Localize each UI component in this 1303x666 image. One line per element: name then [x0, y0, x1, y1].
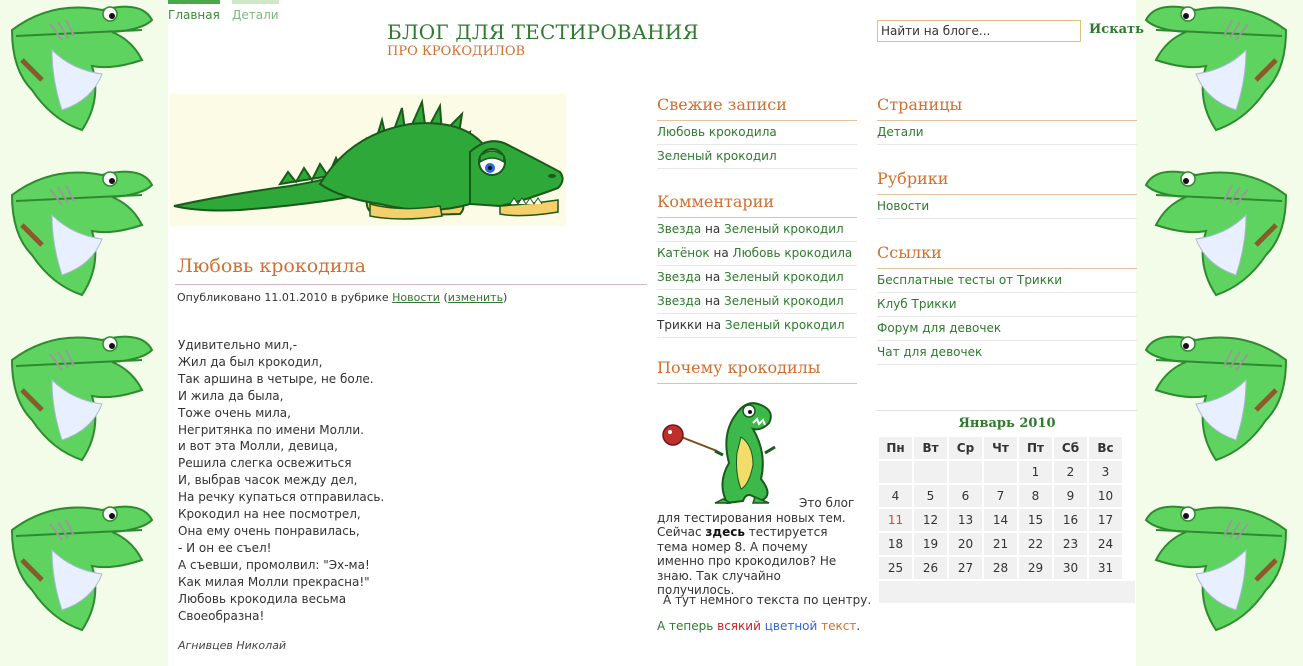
- comment-on-word: на: [713, 246, 729, 260]
- categories-title: Рубрики: [877, 169, 949, 188]
- crocodile-icon: [0, 470, 162, 640]
- list-item: [877, 121, 1137, 145]
- poem-line: Решила слегка освежиться: [178, 456, 352, 471]
- calendar-day[interactable]: 2: [1054, 461, 1087, 483]
- centered-note: А тут немного текста по центру.: [663, 593, 872, 607]
- poem-line: Удивительно мил,-: [178, 338, 298, 352]
- calendar: [877, 410, 1137, 603]
- list-item: [657, 290, 857, 314]
- calendar-week: [879, 533, 1122, 555]
- crocodile-pattern-right: [1136, 0, 1303, 666]
- calendar-weekday-row: [879, 437, 1122, 459]
- calendar-day[interactable]: 1: [1019, 461, 1052, 483]
- sidebar-link[interactable]: Форум для девочек: [877, 321, 1002, 335]
- calendar-day: [879, 461, 912, 483]
- calendar-day[interactable]: 27: [949, 557, 982, 579]
- search-input[interactable]: [877, 20, 1081, 42]
- calendar-day[interactable]: 18: [879, 533, 912, 555]
- post-title[interactable]: Любовь крокодила: [177, 255, 366, 277]
- pages-title: Страницы: [877, 95, 963, 114]
- calendar-weekday: Вс: [1089, 437, 1122, 459]
- calendar-day[interactable]: 6: [949, 485, 982, 507]
- comment-author: Трикки: [657, 318, 703, 332]
- calendar-day[interactable]: 3: [1089, 461, 1122, 483]
- crocodile-icon: [0, 135, 162, 305]
- comment-author[interactable]: Звезда: [657, 270, 702, 284]
- comment-on-word: на: [705, 294, 721, 308]
- tab-details[interactable]: Детали: [232, 0, 279, 22]
- pages-list: [877, 121, 1137, 145]
- poem-line: - И он ее съел!: [178, 540, 272, 555]
- crocodile-icon: [1136, 135, 1303, 305]
- poem-line: Своеобразна!: [178, 608, 265, 623]
- calendar-weekday: Чт: [984, 437, 1017, 459]
- calendar-day[interactable]: 28: [984, 557, 1017, 579]
- calendar-week: [879, 485, 1122, 507]
- calendar-day[interactable]: 20: [949, 533, 982, 555]
- calendar-day[interactable]: 22: [1019, 533, 1052, 555]
- list-item: [877, 195, 1137, 219]
- comment-on-word: на: [705, 318, 722, 332]
- calendar-day[interactable]: 21: [984, 533, 1017, 555]
- poem-line: На речку купаться отправилась.: [178, 490, 385, 505]
- calendar-day[interactable]: 31: [1089, 557, 1122, 579]
- crocodile-icon: [1136, 470, 1303, 640]
- calendar-nav-row: [879, 581, 1135, 603]
- page: [168, 0, 1144, 666]
- poem-line: Крокодил на нее посмотрел,: [178, 507, 361, 522]
- poem-line: И жила да была,: [178, 388, 284, 403]
- poem-line: Жил да был крокодил,: [178, 354, 323, 369]
- poem-line: Так аршина в четыре, не боле.: [178, 371, 374, 386]
- list-item: [657, 145, 857, 169]
- calendar-table: [877, 435, 1124, 581]
- calendar-day[interactable]: 23: [1054, 533, 1087, 555]
- calendar-week: [879, 509, 1122, 531]
- calendar-day[interactable]: 29: [1019, 557, 1052, 579]
- calendar-day[interactable]: 30: [1054, 557, 1087, 579]
- recent-posts-title: Свежие записи: [657, 95, 787, 114]
- why-crocodiles-title: Почему крокодилы: [657, 358, 821, 377]
- comment-author[interactable]: Катёнок: [657, 246, 710, 260]
- list-item: [657, 314, 857, 338]
- post-title-divider: [175, 284, 647, 285]
- blog-title[interactable]: БЛОГ ДЛЯ ТЕСТИРОВАНИЯ: [387, 20, 699, 44]
- calendar-day[interactable]: 25: [879, 557, 912, 579]
- poem-line: и вот эта Молли, девица,: [178, 439, 338, 454]
- poem-line: Любовь крокодила весьма: [178, 591, 347, 606]
- comment-post-link[interactable]: Зеленый крокодил: [724, 294, 844, 308]
- calendar-day[interactable]: 15: [1019, 509, 1052, 531]
- post-body: [178, 337, 384, 624]
- colored-word: всякий: [717, 619, 761, 633]
- sidebar-link[interactable]: Клуб Трикки: [877, 297, 957, 311]
- comment-post-link[interactable]: Любовь крокодила: [732, 246, 853, 260]
- sidebar-link[interactable]: Чат для девочек: [877, 345, 983, 359]
- comment-author[interactable]: Звезда: [657, 294, 702, 308]
- comments-list: [657, 218, 857, 338]
- poem-line: Как милая Молли прекрасна!": [178, 574, 370, 589]
- comment-post-link[interactable]: Зеленый крокодил: [724, 222, 844, 236]
- post-category-link[interactable]: Новости: [392, 291, 440, 304]
- crocodile-icon: [0, 635, 162, 666]
- calendar-day[interactable]: 8: [1019, 485, 1052, 507]
- poem-line: Она ему очень понравилась,: [178, 523, 360, 538]
- calendar-weekday: Сб: [1054, 437, 1087, 459]
- colored-word: А теперь: [657, 619, 718, 633]
- calendar-day: [984, 461, 1017, 483]
- links-title: Ссылки: [877, 243, 942, 262]
- crocodile-icon: [1136, 300, 1303, 470]
- comment-post-link[interactable]: Зеленый крокодил: [724, 270, 844, 284]
- category-link-news[interactable]: Новости: [877, 199, 930, 213]
- calendar-weekday: Ср: [949, 437, 982, 459]
- why-crocodiles-text: [657, 496, 857, 598]
- calendar-day[interactable]: 17: [1089, 509, 1122, 531]
- list-item: [657, 266, 857, 290]
- list-item: [877, 293, 1137, 317]
- post-meta: Опубликовано 11.01.2010 в рубрике Новости (изменить): [177, 291, 508, 304]
- recent-post-link[interactable]: Любовь крокодила: [657, 125, 777, 139]
- calendar-caption: Январь 2010: [958, 416, 1056, 431]
- colored-word: .: [856, 619, 861, 633]
- poem-line: Тоже очень мила,: [178, 405, 291, 420]
- colored-text-line: [657, 619, 860, 633]
- crocodile-traveler-image: [657, 393, 797, 505]
- list-item: [877, 317, 1137, 341]
- recent-post-link[interactable]: Зеленый крокодил: [657, 149, 777, 163]
- crocodile-icon: [0, 300, 162, 470]
- poem-line: Негритянка по имени Молли.: [178, 422, 364, 437]
- list-item: [877, 269, 1137, 293]
- calendar-weekday: Пн: [879, 437, 912, 459]
- calendar-day[interactable]: 11: [879, 509, 912, 531]
- comment-author[interactable]: Звезда: [657, 222, 702, 236]
- crocodile-icon: [1136, 635, 1303, 666]
- poem-line: И, выбрав часок между дел,: [178, 473, 358, 488]
- calendar-week: [879, 557, 1122, 579]
- page-link-details[interactable]: Детали: [877, 125, 924, 139]
- calendar-day[interactable]: 10: [1089, 485, 1122, 507]
- post-edit-link[interactable]: изменить: [447, 291, 504, 304]
- calendar-day[interactable]: 12: [914, 509, 947, 531]
- calendar-day[interactable]: 19: [914, 533, 947, 555]
- poem-line: А съевши, промолвил: "Эх-ма!: [178, 557, 370, 572]
- colored-word: текст: [821, 619, 857, 633]
- calendar-day[interactable]: 24: [1089, 533, 1122, 555]
- calendar-day[interactable]: 13: [949, 509, 982, 531]
- list-item: [877, 341, 1137, 365]
- calendar-weekday: Пт: [1019, 437, 1052, 459]
- comments-title: Комментарии: [657, 192, 774, 211]
- post-date-text: Опубликовано 11.01.2010 в рубрике: [177, 291, 393, 304]
- comment-on-word: на: [705, 222, 721, 236]
- crocodile-icon: [0, 0, 162, 140]
- calendar-day[interactable]: 26: [914, 557, 947, 579]
- calendar-weekday: Вт: [914, 437, 947, 459]
- colored-word: цветной: [764, 619, 818, 633]
- calendar-day[interactable]: 9: [1054, 485, 1087, 507]
- post-author: Агнивцев Николай: [178, 639, 287, 652]
- categories-list: [877, 195, 1137, 219]
- blog-subtitle: ПРО КРОКОДИЛОВ: [387, 44, 526, 59]
- sidebar-link[interactable]: Бесплатные тесты от Трикки: [877, 273, 1063, 287]
- calendar-week: [879, 461, 1122, 483]
- tab-home[interactable]: Главная: [168, 0, 220, 22]
- list-item: [657, 218, 857, 242]
- search-button[interactable]: Искать: [1089, 22, 1144, 37]
- calendar-day[interactable]: 5: [914, 485, 947, 507]
- crocodile-icon: [1136, 0, 1303, 140]
- calendar-day[interactable]: 16: [1054, 509, 1087, 531]
- calendar-day: [949, 461, 982, 483]
- list-item: [657, 242, 857, 266]
- why-crocodiles-divider: [657, 383, 857, 384]
- links-list: [877, 269, 1137, 365]
- calendar-body: [879, 461, 1122, 579]
- calendar-day[interactable]: 4: [879, 485, 912, 507]
- header-crocodile-image: [170, 94, 566, 226]
- comment-post-link[interactable]: Зеленый крокодил: [724, 318, 845, 332]
- crocodile-pattern-left: [0, 0, 168, 666]
- recent-posts-list: [657, 121, 857, 169]
- why-text-part-b: тестируется тема номер 8. А почему именно про крокодилов? Не знаю. Так случайно получилось.: [657, 525, 837, 597]
- calendar-day[interactable]: 14: [984, 509, 1017, 531]
- calendar-day: [914, 461, 947, 483]
- comment-on-word: на: [705, 270, 721, 284]
- why-text-bold: здесь: [705, 525, 745, 539]
- calendar-day[interactable]: 7: [984, 485, 1017, 507]
- list-item: [657, 121, 857, 145]
- why-text-part-a: Это блог для тестирования новых тем. Сейчас: [657, 496, 855, 539]
